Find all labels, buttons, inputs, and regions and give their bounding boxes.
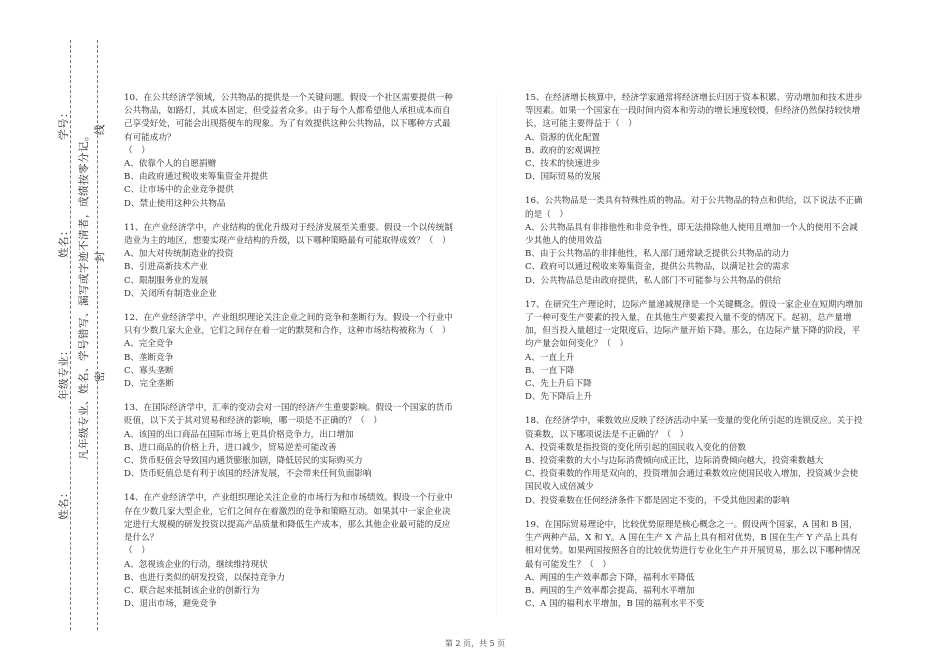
option-a: A、投资乘数是指投资的变化所引起的国民收入变化的倍数 [525, 442, 747, 453]
option-c: C、寡头垄断 [124, 365, 174, 376]
question-stem: 17、在研究生产理论时，边际产量递减规律是一个关键概念。假设一家企业在短期内增加了一种可变生产要素的投入量，在其他生产要素投入量不变的情况下。起初，总产量增加，但当投入量超过一定限度后，边际产量开始下降。那么，在边际产量下降的阶段，平均产量会如何变化？（ ） [525, 299, 863, 350]
question-19 [525, 519, 865, 611]
option-a: A、加大对传统制造业的投资 [124, 249, 234, 260]
answer-blank: （ ） [124, 546, 150, 557]
school-label: 姓名： [58, 487, 70, 520]
option-c: C、A 国的福利水平增加，B 国的福利水平不变 [525, 599, 705, 610]
option-b: B、一直下降 [525, 365, 575, 376]
option-b: B、两国的生产效率都会提高，福利水平增加 [525, 585, 695, 596]
binding-notice: 凡年级专业、姓名、学号错写、漏写或字迹不清者，成绩按零分记。 [78, 130, 90, 460]
seal-mark-line: 线 [94, 124, 106, 135]
grade-major-label: 年级专业： [58, 345, 70, 400]
option-a: A、一直上升 [525, 352, 575, 363]
seal-mark-seal: 封 [94, 251, 106, 262]
option-c: C、货币贬值会导致国内通货膨胀加剧，降低居民的实际购买力 [124, 456, 363, 467]
question-18 [525, 415, 865, 507]
question-stem: 13、在国际经济学中，汇率的变动会对一国的经济产生重要影响。假设一个国家的货币贬值，以下关于其对贸易和经济的影响，哪一项是不正确的？（ ） [124, 403, 453, 427]
option-a: A、忽视该企业的行动，继续维持现状 [124, 559, 268, 570]
option-d: D、国际贸易的发展 [525, 172, 601, 183]
fill-line [70, 40, 71, 630]
option-d: D、先下降后上升 [525, 392, 593, 403]
option-a: A、完全竞争 [124, 339, 174, 350]
option-b: B、垄断竞争 [124, 352, 174, 363]
option-a: A、公共物品具有非排他性和非竞争性，即无法排除他人使用且增加一个人的使用不会减少其他人的使用效益 [525, 222, 858, 247]
option-b: B、由政府通过税收来筹集资金并提供 [124, 172, 268, 183]
question-15 [525, 92, 865, 184]
answer-blank: （ ） [124, 145, 150, 156]
binding-strip [0, 0, 110, 672]
option-c: C、先上升后下降 [525, 379, 592, 390]
right-column [525, 92, 865, 622]
option-d: D、完全垄断 [124, 379, 174, 390]
question-10 [124, 92, 459, 211]
option-b: B、进口商品的价格上升，进口减少，贸易逆差可能改善 [124, 442, 337, 453]
left-column [124, 92, 459, 622]
question-stem: 16、公共物品是一类具有特殊性质的物品。对于公共物品的特点和供给，以下说法不正确的是（ ） [525, 196, 863, 220]
question-stem: 19、在国际贸易理论中，比较优势原理是核心概念之一。假设两个国家，A 国和 B 国，生产两种产品，X 和 Y。A 国在生产 X 产品上具有相对优势，B 国在生产 Y 产品上具有相对优势。如果两国按照各自的比较优势进行专业化生产并开展贸易，那么以下哪种情况最有可能发生？（ ） [525, 519, 861, 570]
question-stem: 11、在产业经济学中，产业结构的优化升级对于经济发展至关重要。假设一个以传统制造业为主的地区，想要实现产业结构的升级，以下哪种策略最有可能取得成效？（ ） [124, 222, 453, 247]
option-b: B、政府的宏观调控 [525, 145, 601, 156]
option-d: D、投资乘数在任何经济条件下都是固定不变的，不受其他因素的影响 [525, 495, 790, 506]
option-d: D、货币贬值总是有利于该国的经济发展，不会带来任何负面影响 [124, 469, 372, 480]
question-12 [124, 312, 459, 391]
option-d: D、禁止使用这种公共物品 [124, 198, 226, 209]
page-footer: 第 2 页，共 5 页 [444, 639, 506, 648]
option-d: D、退出市场，避免竞争 [124, 599, 217, 610]
option-c: C、技术的快速进步 [525, 159, 601, 170]
option-a: A、依靠个人的自愿捐赠 [124, 159, 217, 170]
question-13 [124, 402, 459, 481]
option-c: C、限制服务业的发展 [124, 275, 208, 286]
option-b: B、由于公共物品的非排他性，私人部门通常缺乏提供公共物品的动力 [525, 249, 790, 260]
option-c: C、联合起来抵制该企业的创新行为 [124, 585, 260, 596]
column-divider [496, 95, 497, 615]
option-b: B、也进行类似的研发投资，以保持竞争力 [124, 572, 286, 583]
question-stem: 10、在公共经济学领域，公共物品的提供是一个关键问题。假设一个社区需要提供一种公共物品，如路灯，其成本固定，但受益者众多。由于每个人都希望他人承担成本而自己享受好处，可能会出现搭便车的现象。为了有效提供这种公共物品，以下哪种方式最有可能成功？ [124, 93, 453, 143]
option-a: A、资源的优化配置 [525, 132, 600, 143]
option-a: A、两国的生产效率都会下降，福利水平降低 [525, 572, 695, 583]
seal-line [97, 40, 98, 630]
question-11 [124, 222, 459, 301]
question-stem: 14、在产业经济学中，产业组织理论关注企业的市场行为和市场绩效。假设一个行业中存在少数几家大型企业，它们之间存在着激烈的竞争和策略互动。如果其中一家企业决定进行大规模的研发投资以提高产品质量和降低生产成本，那么其他企业最可能的反应是什么？ [124, 493, 453, 544]
option-a: A、该国的出口商品在国际市场上更具价格竞争力，出口增加 [124, 429, 354, 440]
option-c: C、政府可以通过税收来筹集资金，提供公共物品，以满足社会的需求 [525, 262, 790, 273]
question-stem: 12、在产业经济学中，产业组织理论关注企业之间的竞争和垄断行为。假设一个行业中只有少数几家大企业，它们之间存在着一定的默契和合作，这种市场结构被称为（ ） [124, 313, 453, 337]
option-b: B、投资乘数的大小与边际消费倾向成正比，边际消费倾向越大，投资乘数越大 [525, 456, 824, 467]
seal-mark-secret: 密 [94, 371, 106, 382]
option-d: D、关闭所有制造业企业 [124, 288, 217, 299]
option-b: B、引进高新技术产业 [124, 262, 208, 273]
option-c: C、投资乘数的作用是双向的，投资增加会通过乘数效应使国民收入增加，投资减少会使国民收入成倍减少 [525, 469, 859, 493]
question-16 [525, 195, 865, 287]
student-id-label: 学号： [58, 107, 70, 140]
question-17 [525, 299, 865, 405]
question-stem: 15、在经济增长核算中，经济学家通常将经济增长归因于资本积累、劳动增加和技术进步等因素。如果一个国家在一段时间内资本和劳动的增长速度较慢，但经济仍然保持较快增长，这可能主要得益于（ ） [525, 93, 863, 130]
question-14 [124, 492, 459, 611]
name-label: 姓名： [58, 225, 70, 258]
option-d: D、公共物品总是由政府提供，私人部门不可能参与公共物品的供给 [525, 275, 782, 286]
question-stem: 18、在经济学中，乘数效应反映了经济活动中某一变量的变化所引起的连锁反应。关于投资乘数，以下哪项说法是不正确的？（ ） [525, 416, 863, 440]
option-c: C、让市场中的企业竞争提供 [124, 185, 234, 196]
